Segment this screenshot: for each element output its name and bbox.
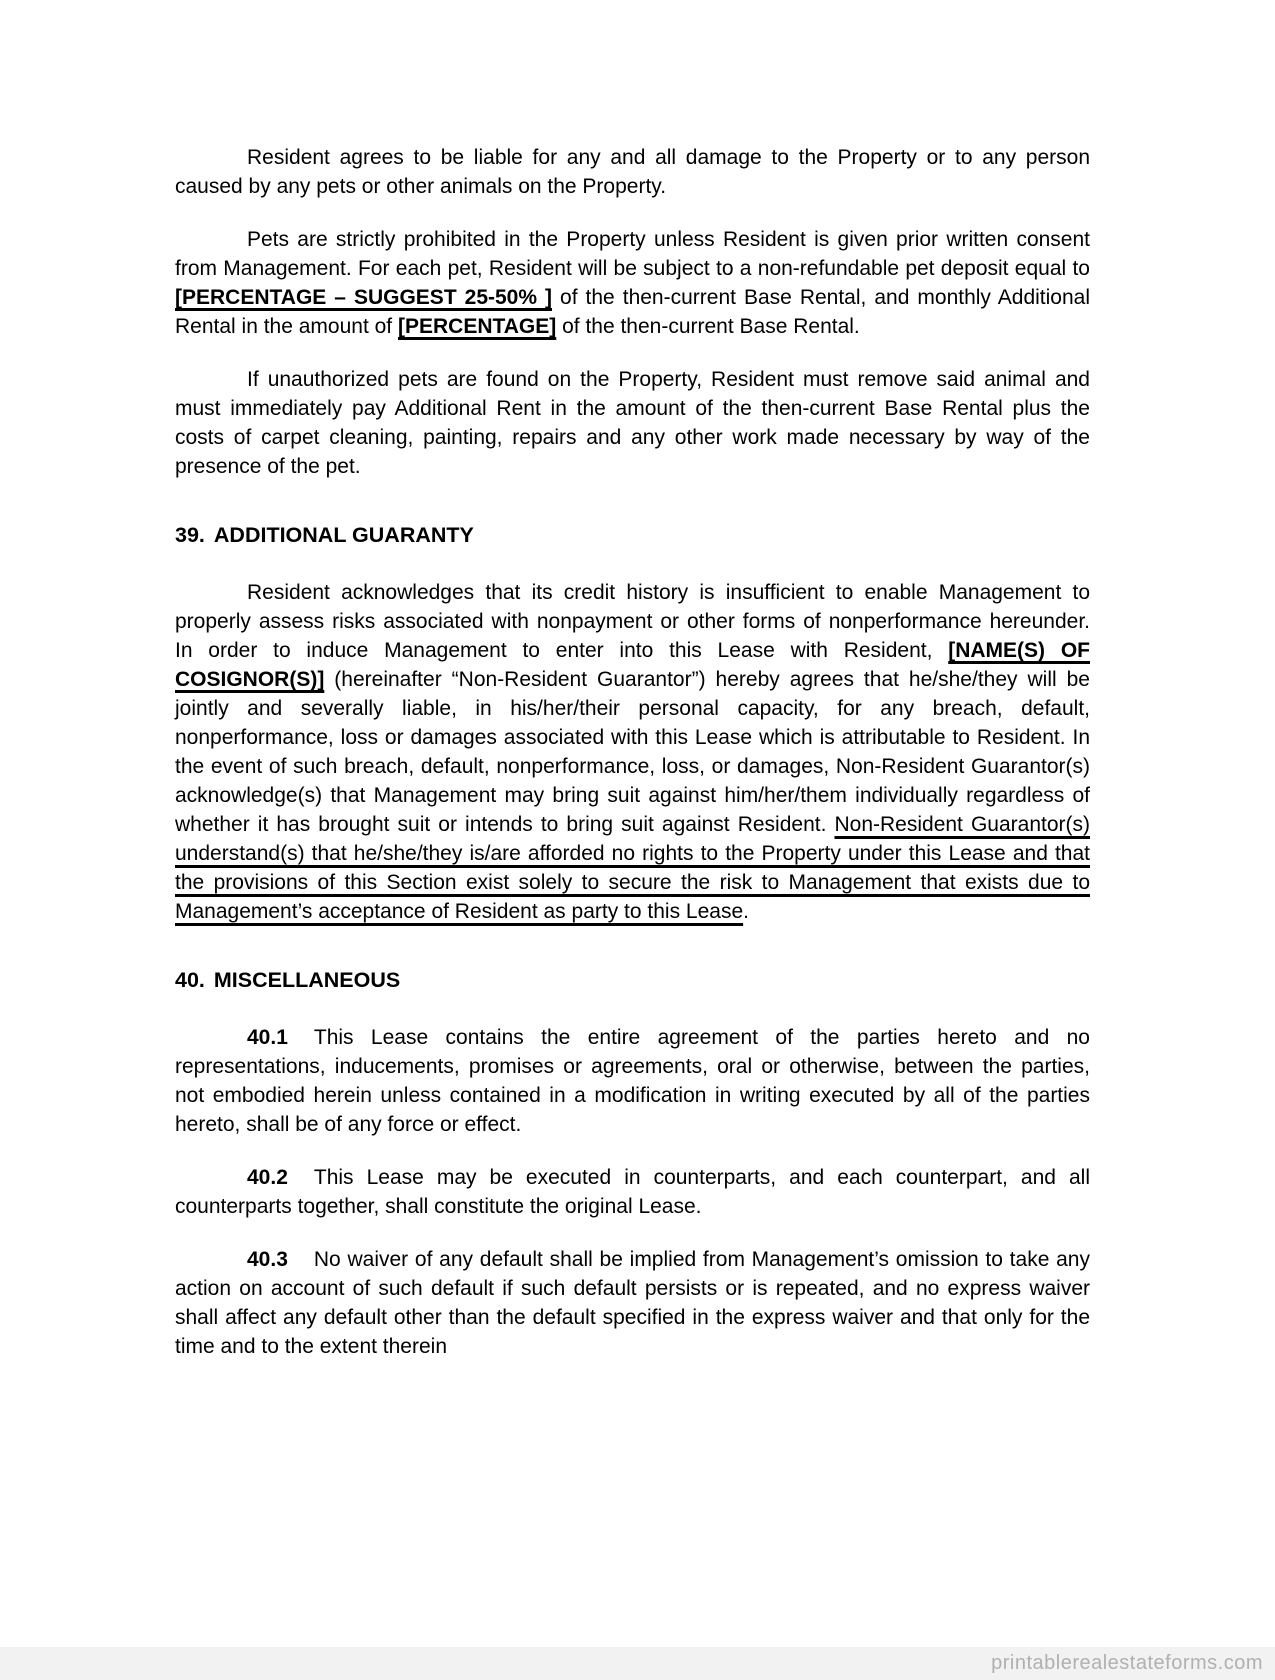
- clause-number: 40.1: [247, 1026, 288, 1049]
- text-segment: This Lease may be executed in counterparts, and each counterpart, and all counterparts together, shall constitute the original Lease.: [175, 1166, 1090, 1218]
- placeholder-additional-rental-percentage: [PERCENTAGE]: [397, 315, 557, 338]
- text-segment: of the then-current Base Rental, and monthly Additional Rental in the amount of: [175, 286, 1090, 338]
- clause-number: 40.3: [247, 1248, 288, 1271]
- paragraph-unauthorized-pets: If unauthorized pets are found on the Property, Resident must remove said animal and must immediately pay Additional Rent in the amount of the then-current Base Rental plus the costs of carpet cleaning, painting, repairs and any other work made necessary by way of the presence of the pet.: [175, 368, 1090, 478]
- text-segment: Resident acknowledges that its credit history is insufficient to enable Management to properly assess risks associated with nonpayment or other forms of nonperformance hereunder. In order to induce Management to enter into this Lease with Resident,: [175, 581, 1090, 662]
- lease-document-body: [175, 143, 1090, 1385]
- placeholder-cosignor-names: [NAME(S) OF COSIGNOR(S)]: [175, 639, 1090, 691]
- text-segment: .: [743, 900, 749, 923]
- section-heading-39-additional-guaranty: [175, 521, 1090, 550]
- clause-number: 40.2: [247, 1166, 288, 1189]
- section-number: 39.: [175, 523, 205, 547]
- underlined-guarantor-clause: Non-Resident Guarantor(s) understand(s) that he/she/they is/are afforded no rights to the Property under this Lease and that the provisions of this Section exist solely to secure the risk to Management that exists due to Management’s acceptance of Resident as party to this Lease: [175, 813, 1090, 923]
- paragraph-pet-liability: Resident agrees to be liable for any and all damage to the Property or to any person caused by any pets or other animals on the Property.: [175, 146, 1090, 198]
- text-segment: No waiver of any default shall be implied from Management’s omission to take any action on account of such default if such default persists or is repeated, and no express waiver shall affect any default other than the default specified in the express waiver and that only for the time and to the extent therein: [175, 1248, 1090, 1358]
- paragraph-40-1-entire-agreement: [175, 1023, 1090, 1139]
- placeholder-pet-deposit-percentage: [PERCENTAGE – SUGGEST 25-50% ]: [175, 286, 553, 309]
- text-segment: Pets are strictly prohibited in the Property unless Resident is given prior written consent from Management. For each pet, Resident will be subject to a non-refundable pet deposit equal to: [175, 228, 1090, 280]
- footer-bar: [0, 1647, 1275, 1680]
- paragraph-40-2-counterparts: [175, 1163, 1090, 1221]
- paragraph-pet-deposit: [175, 225, 1090, 341]
- footer-site-label: printablerealestateforms.com: [991, 1652, 1263, 1674]
- text-segment: (hereinafter “Non-Resident Guarantor”) hereby agrees that he/she/they will be jointly and severally liable, in his/her/their personal capacity, for any breach, default, nonperformance, loss or damages associated with this Lease which is attributable to Resident. In the event of such breach, default, nonperformance, loss, or damages, Non-Resident Guarantor(s) acknowledge(s) that Management may bring suit against him/her/them individually regardless of whether it has brought suit or intends to bring suit against Resident.: [175, 668, 1090, 836]
- text-segment: This Lease contains the entire agreement of the parties hereto and no representations, inducements, promises or agreements, oral or otherwise, between the parties, not embodied herein unless contained in a modification in writing executed by all of the parties hereto, shall be of any force or effect.: [175, 1026, 1090, 1136]
- paragraph-additional-guaranty: [175, 578, 1090, 926]
- section-title: ADDITIONAL GUARANTY: [213, 523, 474, 547]
- section-number: 40.: [175, 968, 205, 992]
- section-title: MISCELLANEOUS: [213, 968, 401, 992]
- text-segment: of the then-current Base Rental.: [556, 315, 860, 338]
- section-heading-40-miscellaneous: [175, 966, 1090, 995]
- paragraph-40-3-no-waiver: [175, 1245, 1090, 1361]
